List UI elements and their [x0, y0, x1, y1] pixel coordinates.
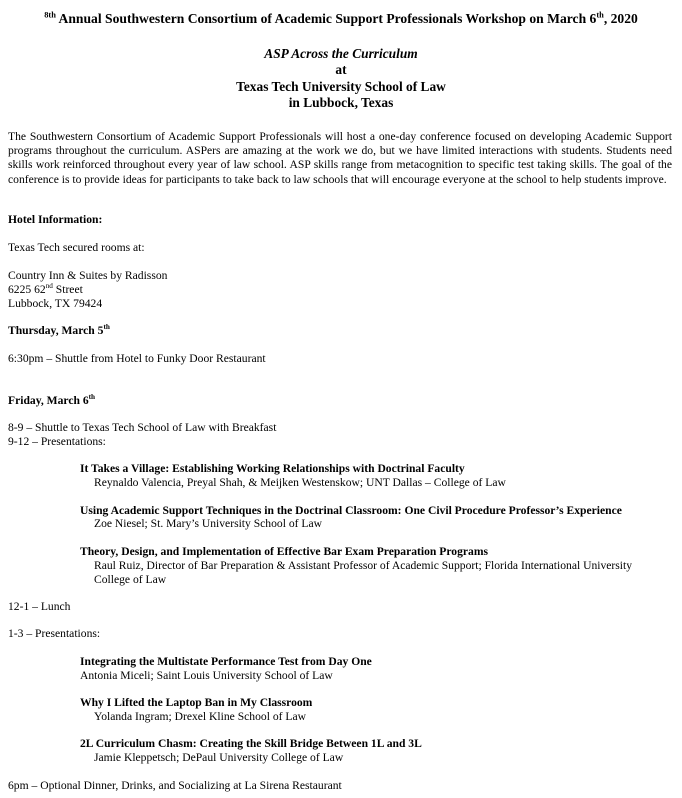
presentation-title: 2L Curriculum Chasm: Creating the Skill Bridge Between 1L and 3L: [80, 737, 422, 750]
intro-paragraph: The Southwestern Consortium of Academic Support Professionals will host a one-day conference focused on developing Academic Support programs throughout the curriculum. ASPers are amazing at the work we do, but we have limited interactions with students. Students need skills work reinforced throughout every year of law school. ASP skills range from metacognition to specific test taking skills. The goal of the conference is to provide ideas for participants to take back to law schools that will encourage everyone at the school to help students improve.: [8, 130, 672, 186]
presentation-title: Integrating the Multistate Performance Test from Day One: [80, 655, 372, 668]
title-ordinal-number: 8: [44, 9, 49, 20]
hotel-street: [8, 283, 83, 297]
hotel-city: Lubbock, TX 79424: [8, 297, 103, 310]
location-heading: in Lubbock, Texas: [288, 95, 394, 110]
title-date-suffix: th: [596, 9, 604, 20]
title-year: , 2020: [603, 11, 638, 26]
afternoon-presentations-label: 1-3 – Presentations:: [8, 627, 101, 640]
hotel-heading: Hotel Information:: [8, 213, 103, 226]
hotel-street-name: Street: [52, 283, 83, 296]
hotel-street-number: 6225 62: [8, 283, 46, 296]
thursday-heading: [8, 324, 110, 338]
friday-shuttle: 8-9 – Shuttle to Texas Tech School of Law with Breakfast: [8, 421, 277, 434]
presentation-title: Why I Lifted the Laptop Ban in My Classroom: [80, 696, 313, 709]
thursday-heading-text: Thursday, March 5: [8, 324, 104, 337]
friday-heading: [8, 394, 95, 408]
presentation-title: It Takes a Village: Establishing Working Relationships with Doctrinal Faculty: [80, 462, 465, 475]
venue-heading: Texas Tech University School of Law: [236, 79, 446, 94]
dinner-item: 6pm – Optional Dinner, Drinks, and Socializing at La Sirena Restaurant: [8, 779, 342, 792]
page-title: [0, 9, 682, 26]
presentation-title: Theory, Design, and Implementation of Effective Bar Exam Preparation Programs: [80, 545, 488, 558]
hotel-name: Country Inn & Suites by Radisson: [8, 269, 168, 282]
presentation-speakers: Raul Ruiz, Director of Bar Preparation & Assistant Professor of Academic Support; Florida International University College of Law: [94, 559, 633, 586]
title-text: Annual Southwestern Consortium of Academic Support Professionals Workshop on March 6: [55, 11, 597, 26]
title-ordinal-suffix: th: [48, 9, 56, 20]
friday-heading-suffix: th: [88, 393, 96, 402]
hotel-secured-text: Texas Tech secured rooms at:: [8, 241, 145, 254]
presentation-speakers: Yolanda Ingram; Drexel Kline School of Law: [94, 710, 306, 723]
presentation-speakers: Zoe Niesel; St. Mary’s University School of Law: [94, 517, 322, 530]
presentation-speakers: Jamie Kleppetsch; DePaul University College of Law: [94, 751, 344, 764]
thursday-shuttle: 6:30pm – Shuttle from Hotel to Funky Door Restaurant: [8, 352, 266, 365]
lunch-item: 12-1 – Lunch: [8, 600, 71, 613]
friday-heading-text: Friday, March 6: [8, 394, 89, 407]
hotel-street-suffix: nd: [45, 282, 53, 291]
presentation-speakers: Antonia Miceli; Saint Louis University School of Law: [80, 669, 333, 682]
at-line: at: [335, 62, 347, 77]
presentation-title: Using Academic Support Techniques in the Doctrinal Classroom: One Civil Procedure Professor’s Experience: [80, 504, 622, 517]
thursday-heading-suffix: th: [103, 323, 110, 332]
presentation-speakers: Reynaldo Valencia, Preyal Shah, & Meijken Westenskow; UNT Dallas – College of Law: [94, 476, 506, 489]
morning-presentations-label: 9-12 – Presentations:: [8, 435, 106, 448]
theme-heading: ASP Across the Curriculum: [264, 46, 418, 61]
